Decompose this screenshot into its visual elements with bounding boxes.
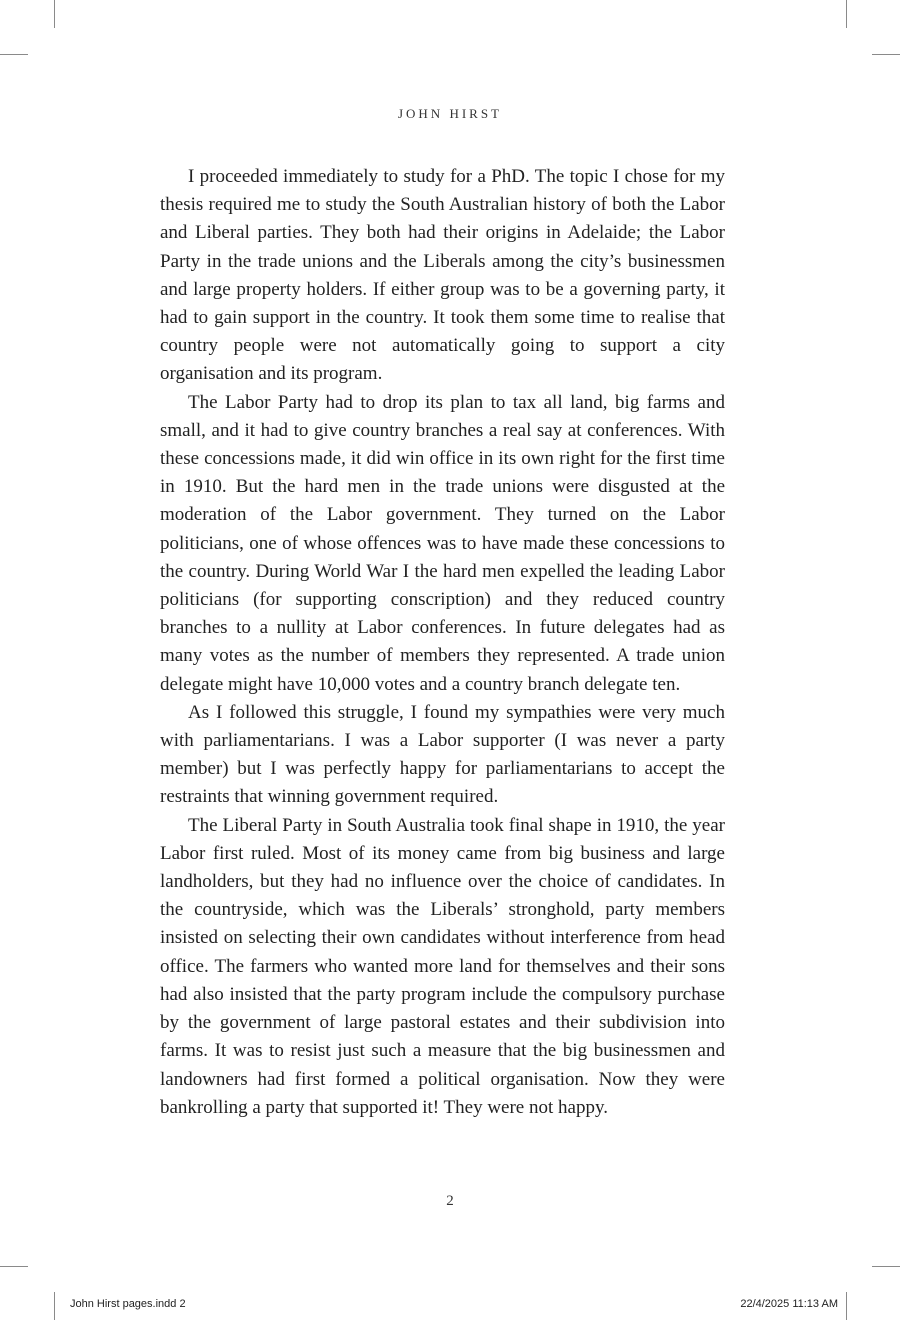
- paragraph: The Liberal Party in South Australia took final shape in 1910, the year Labor first ruled. Most of its money came from big business and large landholders, but they had no influence over the choice of candidates. In the countryside, which was the Liberals’ stronghold, party members insisted on selecting their own candidates without interference from head office. The farmers who wanted more land for themselves and their sons had also insisted that the party program include the compulsory purchase by the government of large pastoral estates and their subdivision into farms. It was to resist just such a measure that the big businessmen and landowners had first formed a political organisation. Now they were bankrolling a party that supported it! They were not happy.: [160, 814, 725, 1118]
- running-head: JOHN HIRST: [397, 106, 503, 121]
- paragraph: As I followed this struggle, I found my sympathies were very much with parliamentarians. I was a Labor supporter (I was never a party member) but I was perfectly happy for parliamentarians to accept the restraints that winning government required.: [160, 701, 725, 808]
- crop-mark-right-bottom: [872, 1266, 900, 1267]
- crop-mark-top-left: [54, 0, 55, 28]
- page-number: 2: [446, 1193, 454, 1209]
- paragraph: The Labor Party had to drop its plan to tax all land, big farms and small, and it had to give country branches a real say at conferences. With these concessions made, it did win office in its own right for the first time in 1910. But the hard men in the trade unions were disgusted at the moderation of the Labor government. They turned on the Labor politicians, one of whose offences was to have made these concessions to the country. During World War I the hard men expelled the leading Labor politicians (for supporting conscription) and they reduced country branches to a nullity at Labor conferences. In future delegates had as many votes as the number of members they represented. A trade union delegate might have 10,000 votes and a country branch delegate ten.: [160, 391, 725, 695]
- crop-mark-top-right: [846, 0, 847, 28]
- paragraph: I proceeded immediately to study for a PhD. The topic I chose for my thesis required me to study the South Australian history of both the Labor and Liberal parties. They both had their origins in Adelaide; the Labor Party in the trade unions and the Liberals among the city’s businessmen and large property holders. If either group was to be a governing party, it had to gain support in the country. It took them some time to realise that country people were not automatically going to support a city organisation and its program.: [160, 166, 725, 385]
- crop-mark-left-bottom: [0, 1266, 28, 1267]
- slug-file-info: John Hirst pages.indd 2: [70, 1298, 186, 1310]
- crop-mark-right-top: [872, 54, 900, 55]
- slug-timestamp: 22/4/2025 11:13 AM: [740, 1298, 838, 1310]
- crop-mark-bottom-right: [846, 1292, 847, 1320]
- body-text: [160, 163, 725, 1122]
- crop-mark-bottom-left: [54, 1292, 55, 1320]
- crop-mark-left-top: [0, 54, 28, 55]
